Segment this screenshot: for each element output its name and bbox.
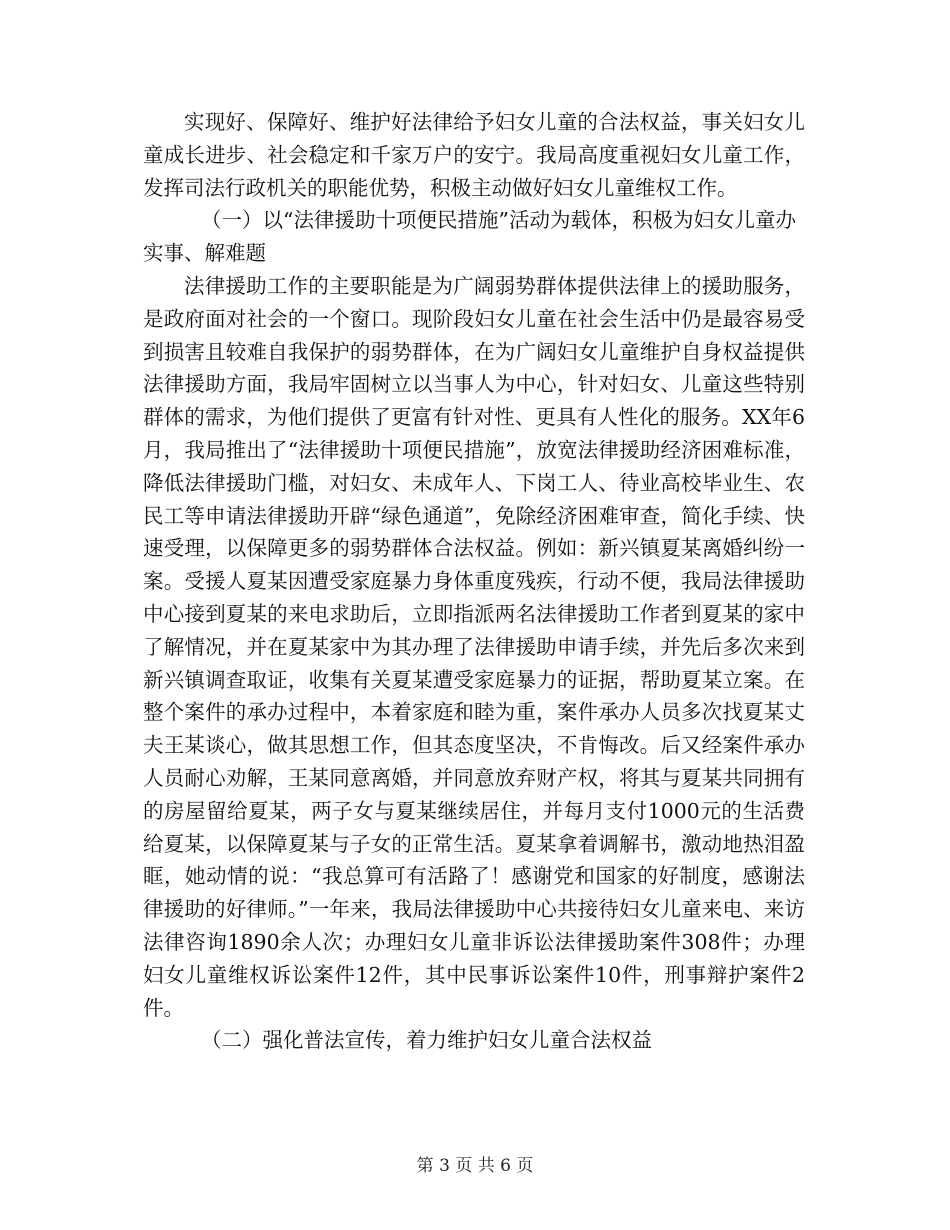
section-heading-2: （二）强化普法宣传，着力维护妇女儿童合法权益 [201,1028,652,1053]
document-body [143,106,805,1057]
intro-paragraph: 实现好、保障好、维护好法律给予妇女儿童的合法权益，事关妇女儿童成长进步、社会稳定和千家万户的安宁。我局高度重视妇女儿童工作，发挥司法行政机关的职能优势，积极主动做好妇女儿童维权工作。 [143,110,805,200]
body-paragraph: 法律援助工作的主要职能是为广阔弱势群体提供法律上的援助服务，是政府面对社会的一个窗口。现阶段妇女儿童在社会生活中仍是最容易受到损害且较难自我保护的弱势群体，在为广阔妇女儿童维护自身权益提供法律援助方面，我局牢固树立以当事人为中心，针对妇女、儿童这些特别群体的需求，为他们提供了更富有针对性、更具有人性化的服务。XX年6月，我局推出了“法律援助十项便民措施”，放宽法律援助经济困难标准，降低法律援助门槛，对妇女、未成年人、下岗工人、待业高校毕业生、农民工等申请法律援助开辟“绿色通道”，免除经济困难审查，简化手续、快速受理，以保障更多的弱势群体合法权益。例如：新兴镇夏某离婚纠纷一案。受援人夏某因遭受家庭暴力身体重度残疾，行动不便，我局法律援助中心接到夏某的来电求助后，立即指派两名法律援助工作者到夏某的家中了解情况，并在夏某家中为其办理了法律援助申请手续，并先后多次来到新兴镇调查取证，收集有关夏某遭受家庭暴力的证据，帮助夏某立案。在整个案件的承办过程中，本着家庭和睦为重，案件承办人员多次找夏某丈夫王某谈心，做其思想工作，但其态度坚决，不肯悔改。后又经案件承办人员耐心劝解，王某同意离婚，并同意放弃财产权，将其与夏某共同拥有的房屋留给夏某，两子女与夏某继续居住，并每月支付1000元的生活费给夏某，以保障夏某与子女的正常生活。夏某拿着调解书，激动地热泪盈眶，她动情的说：“我总算可有活路了！感谢党和国家的好制度，感谢法律援助的好律师。”一年来，我局法律援助中心共接待妇女儿童来电、来访法律咨询1890余人次；办理妇女儿童非诉讼法律援助案件308件；办理妇女儿童维权诉讼案件12件，其中民事诉讼案件10件，刑事辩护案件2件。 [143,273,805,1020]
section-heading-1: （一）以“法律援助十项便民措施”活动为载体，积极为妇女儿童办实事、解难题 [143,208,796,266]
page-number-footer: 第 3 页 共 6 页 [416,1156,534,1176]
